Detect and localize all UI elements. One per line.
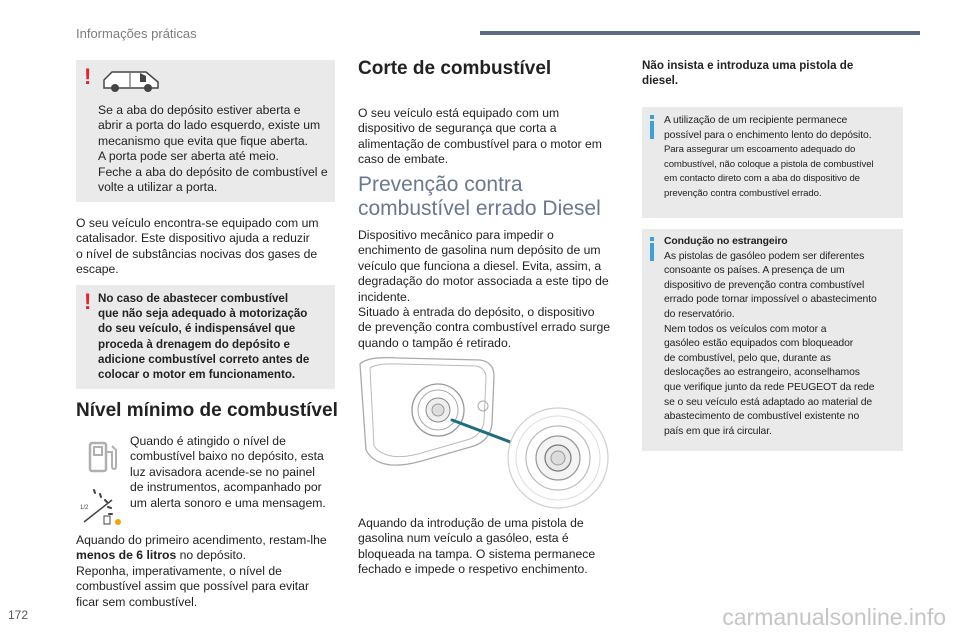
heading-misfuel-line2: combustível errado Diesel xyxy=(358,197,601,220)
text-line: degradação do motor associada a este tipo de xyxy=(358,274,609,289)
text-line: Aquando do primeiro acendimento, restam-lhe xyxy=(76,533,327,547)
text-line: combustível baixo no depósito, esta xyxy=(130,449,324,464)
text-line: luz avisadora acende-se no painel xyxy=(130,464,315,479)
text-line: de prevenção contra combustível errado surge xyxy=(358,320,611,335)
text-line: consoante os países. A presença de um xyxy=(664,265,845,277)
text-line: Reponha, imperativamente, o nível de xyxy=(76,563,282,578)
info-icon xyxy=(650,121,654,139)
info-box-title: Condução no estrangeiro xyxy=(664,236,788,247)
text-line: possível para o enchimento lento do depósito. xyxy=(664,129,872,141)
page-number: 172 xyxy=(8,608,29,622)
text-line: O seu veículo está equipado com um xyxy=(358,106,560,120)
text-line: incidente. xyxy=(358,289,411,304)
header-accent-bar xyxy=(480,31,920,35)
text-line: um alerta sonoro e uma mensagem. xyxy=(130,495,326,510)
warning-box-door xyxy=(76,60,335,202)
text-line: O seu veículo encontra-se equipado com um xyxy=(76,216,319,230)
text-line: gasóleo estão equipados com bloqueador xyxy=(664,338,854,350)
text-line: Dispositivo mecânico para impedir o xyxy=(358,228,554,242)
text-line: As pistolas de gasóleo podem ser diferentes xyxy=(664,250,865,262)
text-line: se o seu veículo está adaptado ao material de xyxy=(664,396,873,408)
text-line: do reservatório. xyxy=(664,308,735,320)
text-line: A utilização de um recipiente permanece xyxy=(664,115,848,126)
text-line xyxy=(76,548,346,563)
text-line: catalisador. Este dispositivo ajuda a reduzir xyxy=(76,231,310,246)
text-line: em contacto direto com a aba do dispositivo de xyxy=(664,173,860,185)
gauge-label: 1/2 xyxy=(80,505,89,511)
text-line: veículo que funciona a diesel. Evita, assim, a xyxy=(358,258,602,273)
warning-box-wrong-fuel xyxy=(76,285,335,389)
text-line: país em que irá circular. xyxy=(664,425,772,437)
info-box-abroad xyxy=(642,229,903,451)
text-line: diesel. xyxy=(642,74,679,88)
text-line: Quando é atingido o nível de xyxy=(130,434,286,448)
text-line: que verifique junto da rede PEUGEOT da rede xyxy=(664,381,875,393)
heading-misfuel-line1: Prevenção contra xyxy=(358,173,523,196)
text-line: de instrumentos, acompanhado por xyxy=(130,480,322,495)
heading-fuel-cut: Corte de combustível xyxy=(358,58,552,79)
text-line: gasolina num veículo a gasóleo, esta é xyxy=(358,531,569,546)
text-line: abrir a porta do lado esquerdo, existe um xyxy=(98,118,321,133)
text-line: colocar o motor em funcionamento. xyxy=(98,368,296,382)
fuel-pump-icon xyxy=(86,440,120,476)
text-line: abastecimento de combustível existente no xyxy=(664,411,860,423)
text-line: deslocações ao estrangeiro, aconselhamos xyxy=(664,367,860,379)
fuel-filler-illustration xyxy=(358,354,624,512)
text-line: Se a aba do depósito estiver aberta e xyxy=(98,103,301,117)
text-line: ficar sem combustível. xyxy=(76,594,198,609)
info-icon xyxy=(650,243,654,261)
text-line: bloqueada na tampa. O sistema permanece xyxy=(358,546,596,561)
text-line: alimentação de combustível para o motor em xyxy=(358,136,602,151)
text-line: volte a utilizar a porta. xyxy=(98,180,218,195)
text-line: prevenção contra combustível errado. xyxy=(664,187,822,199)
heading-min-fuel: Nível mínimo de combustível xyxy=(76,400,338,421)
text-line: combustível assim que possível para evitar xyxy=(76,579,310,594)
text-line: de combustível, pelo que, durante as xyxy=(664,352,831,364)
text-line: Feche a aba do depósito de combustível e xyxy=(98,164,328,179)
text-line: errado pode tornar impossível o abastecimento xyxy=(664,294,877,306)
text-line: Situado à entrada do depósito, o dispositivo xyxy=(358,305,595,320)
text-line: dispositivo de prevenção contra combustível xyxy=(664,279,865,291)
text-span: no depósito. xyxy=(176,548,247,563)
text-line: caso de embate. xyxy=(358,152,449,167)
text-line: que não seja adequado à motorização xyxy=(98,307,308,321)
text-line: enchimento de gasolina num depósito de um xyxy=(358,243,601,258)
section-title: Informações práticas xyxy=(76,26,197,41)
info-box-container xyxy=(642,107,903,218)
text-line: o nível de substâncias nocivas dos gases de xyxy=(76,246,318,261)
van-side-icon xyxy=(102,68,160,94)
text-line: combustível, não coloque a pistola de combustível xyxy=(664,158,874,170)
text-line: No caso de abastecer combustível xyxy=(98,292,289,305)
text-line: do seu veículo, é indispensável que xyxy=(98,322,296,336)
text-line: fechado e impede o respetivo enchimento. xyxy=(358,562,588,577)
text-line: adicione combustível correto antes de xyxy=(98,352,310,366)
text-line: dispositivo de segurança que corta a xyxy=(358,121,557,136)
text-line: proceda à drenagem do depósito e xyxy=(98,337,290,351)
text-line: escape. xyxy=(76,262,119,277)
warning-icon: ! xyxy=(84,289,92,314)
text-line: mecanismo que evita que fique aberta. xyxy=(98,133,309,148)
text-line: Nem todos os veículos com motor a xyxy=(664,323,827,335)
watermark: carmanualsonline.info xyxy=(722,604,946,630)
warning-icon: ! xyxy=(84,64,92,89)
text-line: Não insista e introduza uma pistola de xyxy=(642,59,854,72)
text-line: A porta pode ser aberta até meio. xyxy=(98,149,279,164)
text-line: Para assegurar um escoamento adequado do xyxy=(664,144,856,156)
text-line: Aquando da introdução de uma pistola de xyxy=(358,516,584,530)
bold-phrase: menos de 6 litros xyxy=(76,548,177,563)
text-line: quando o tampão é retirado. xyxy=(358,335,512,350)
